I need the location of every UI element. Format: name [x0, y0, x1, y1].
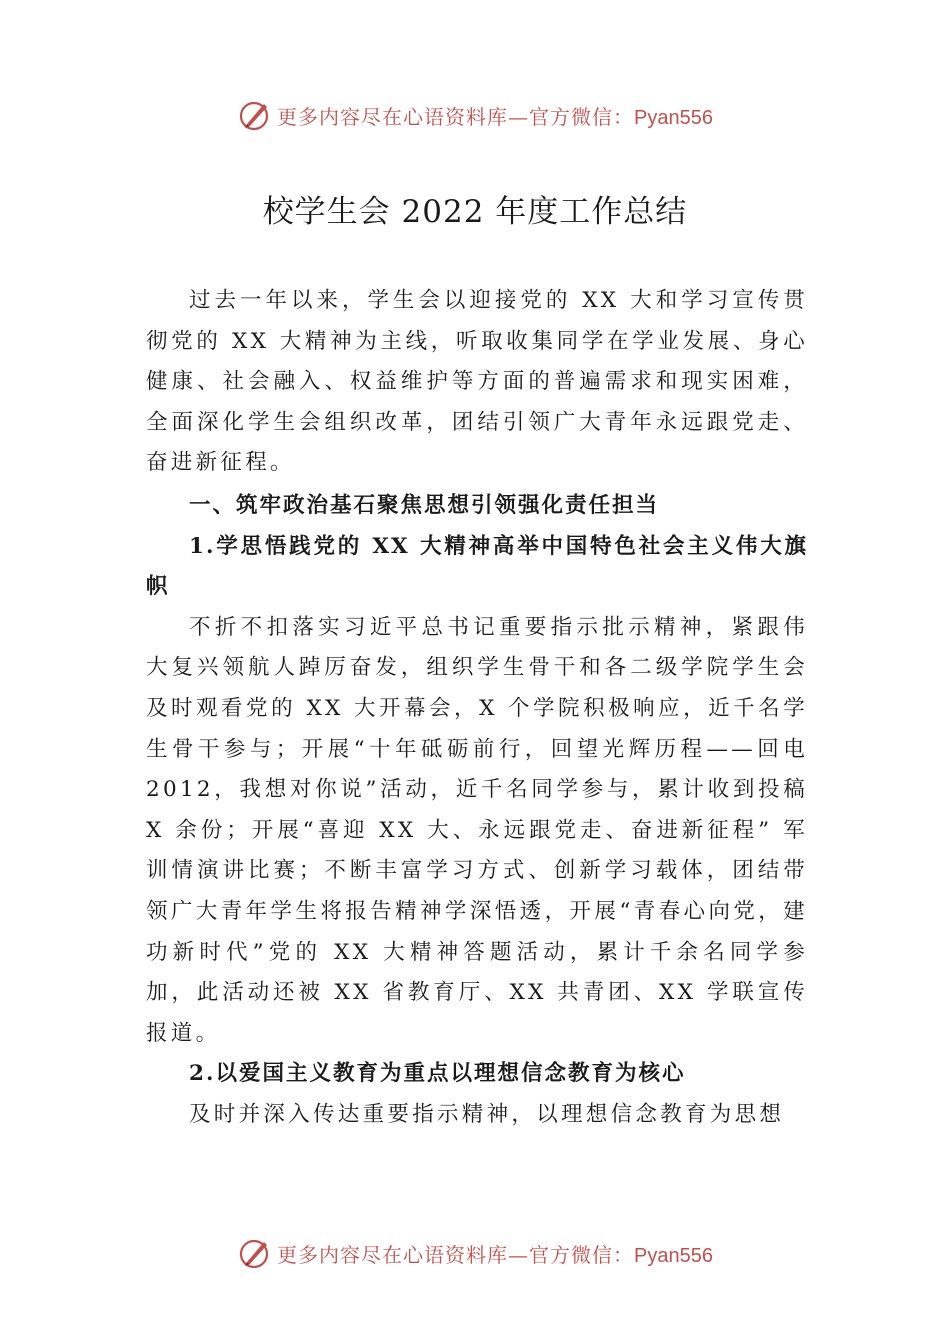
pen-logo-icon — [237, 97, 273, 133]
banner-text: 更多内容尽在心语资料库—官方微信：Pyan556 — [277, 1242, 713, 1267]
intro-paragraph: 过去一年以来，学生会以迎接党的 XX 大和学习宣传贯彻党的 XX 大精神为主线，听取收集同学在学业发展、身心健康、社会融入、权益维护等方面的普遍需求和现实困难， 全面深化学生会组织改革，团结引领广大青年永远跟党走、 奋进新征程。 — [146, 288, 808, 476]
header-banner — [0, 95, 950, 135]
document-title: 校学生会 2022 年度工作总结 — [262, 194, 688, 230]
subsection-paragraph-2: 及时并深入传达重要指示精神，以理想信念教育为思想 — [189, 1101, 785, 1127]
section-heading-1: 一、筑牢政治基石聚焦思想引领强化责任担当 — [189, 492, 660, 518]
banner-text: 更多内容尽在心语资料库—官方微信：Pyan556 — [277, 104, 713, 129]
pen-logo-icon — [237, 1235, 273, 1271]
wechat-id: Pyan556 — [634, 106, 713, 129]
document-body — [146, 281, 808, 1135]
subsection-heading-2: 2.以爱国主义教育为重点以理想信念教育为核心 — [189, 1061, 686, 1087]
subsection-heading-1: 1.学思悟践党的 XX 大精神高举中国特色社会主义伟大旗帜 — [146, 533, 808, 600]
subsection-paragraph-1: 不折不扣落实习近平总书记重要指示批示精神，紧跟伟大复兴领航人踔厉奋发，组织学生骨干和各二级学院学生会及时观看党的 XX 大开幕会，X 个学院积极响应，近千名学生骨干参与；开展“十年砥砺前行，回望光辉历程——回电 2012，我想对你说”活动，近千名同学参与，累计收到投稿 X 余份；开展“喜迎 XX 大、永远跟党走、奋进新征程” 军训情演讲比赛；不断丰富学习方式、创新学习载体，团结带领广大青年学生将报告精神学深悟透，开展“青春心向党，建功新时代”党的 XX 大精神答题活动，累计千余名同学参加，此活动还被 XX 省教育厅、XX 共青团、XX 学联宣传报道。 — [146, 614, 808, 1046]
footer-banner — [0, 1233, 950, 1273]
wechat-id: Pyan556 — [634, 1244, 713, 1267]
